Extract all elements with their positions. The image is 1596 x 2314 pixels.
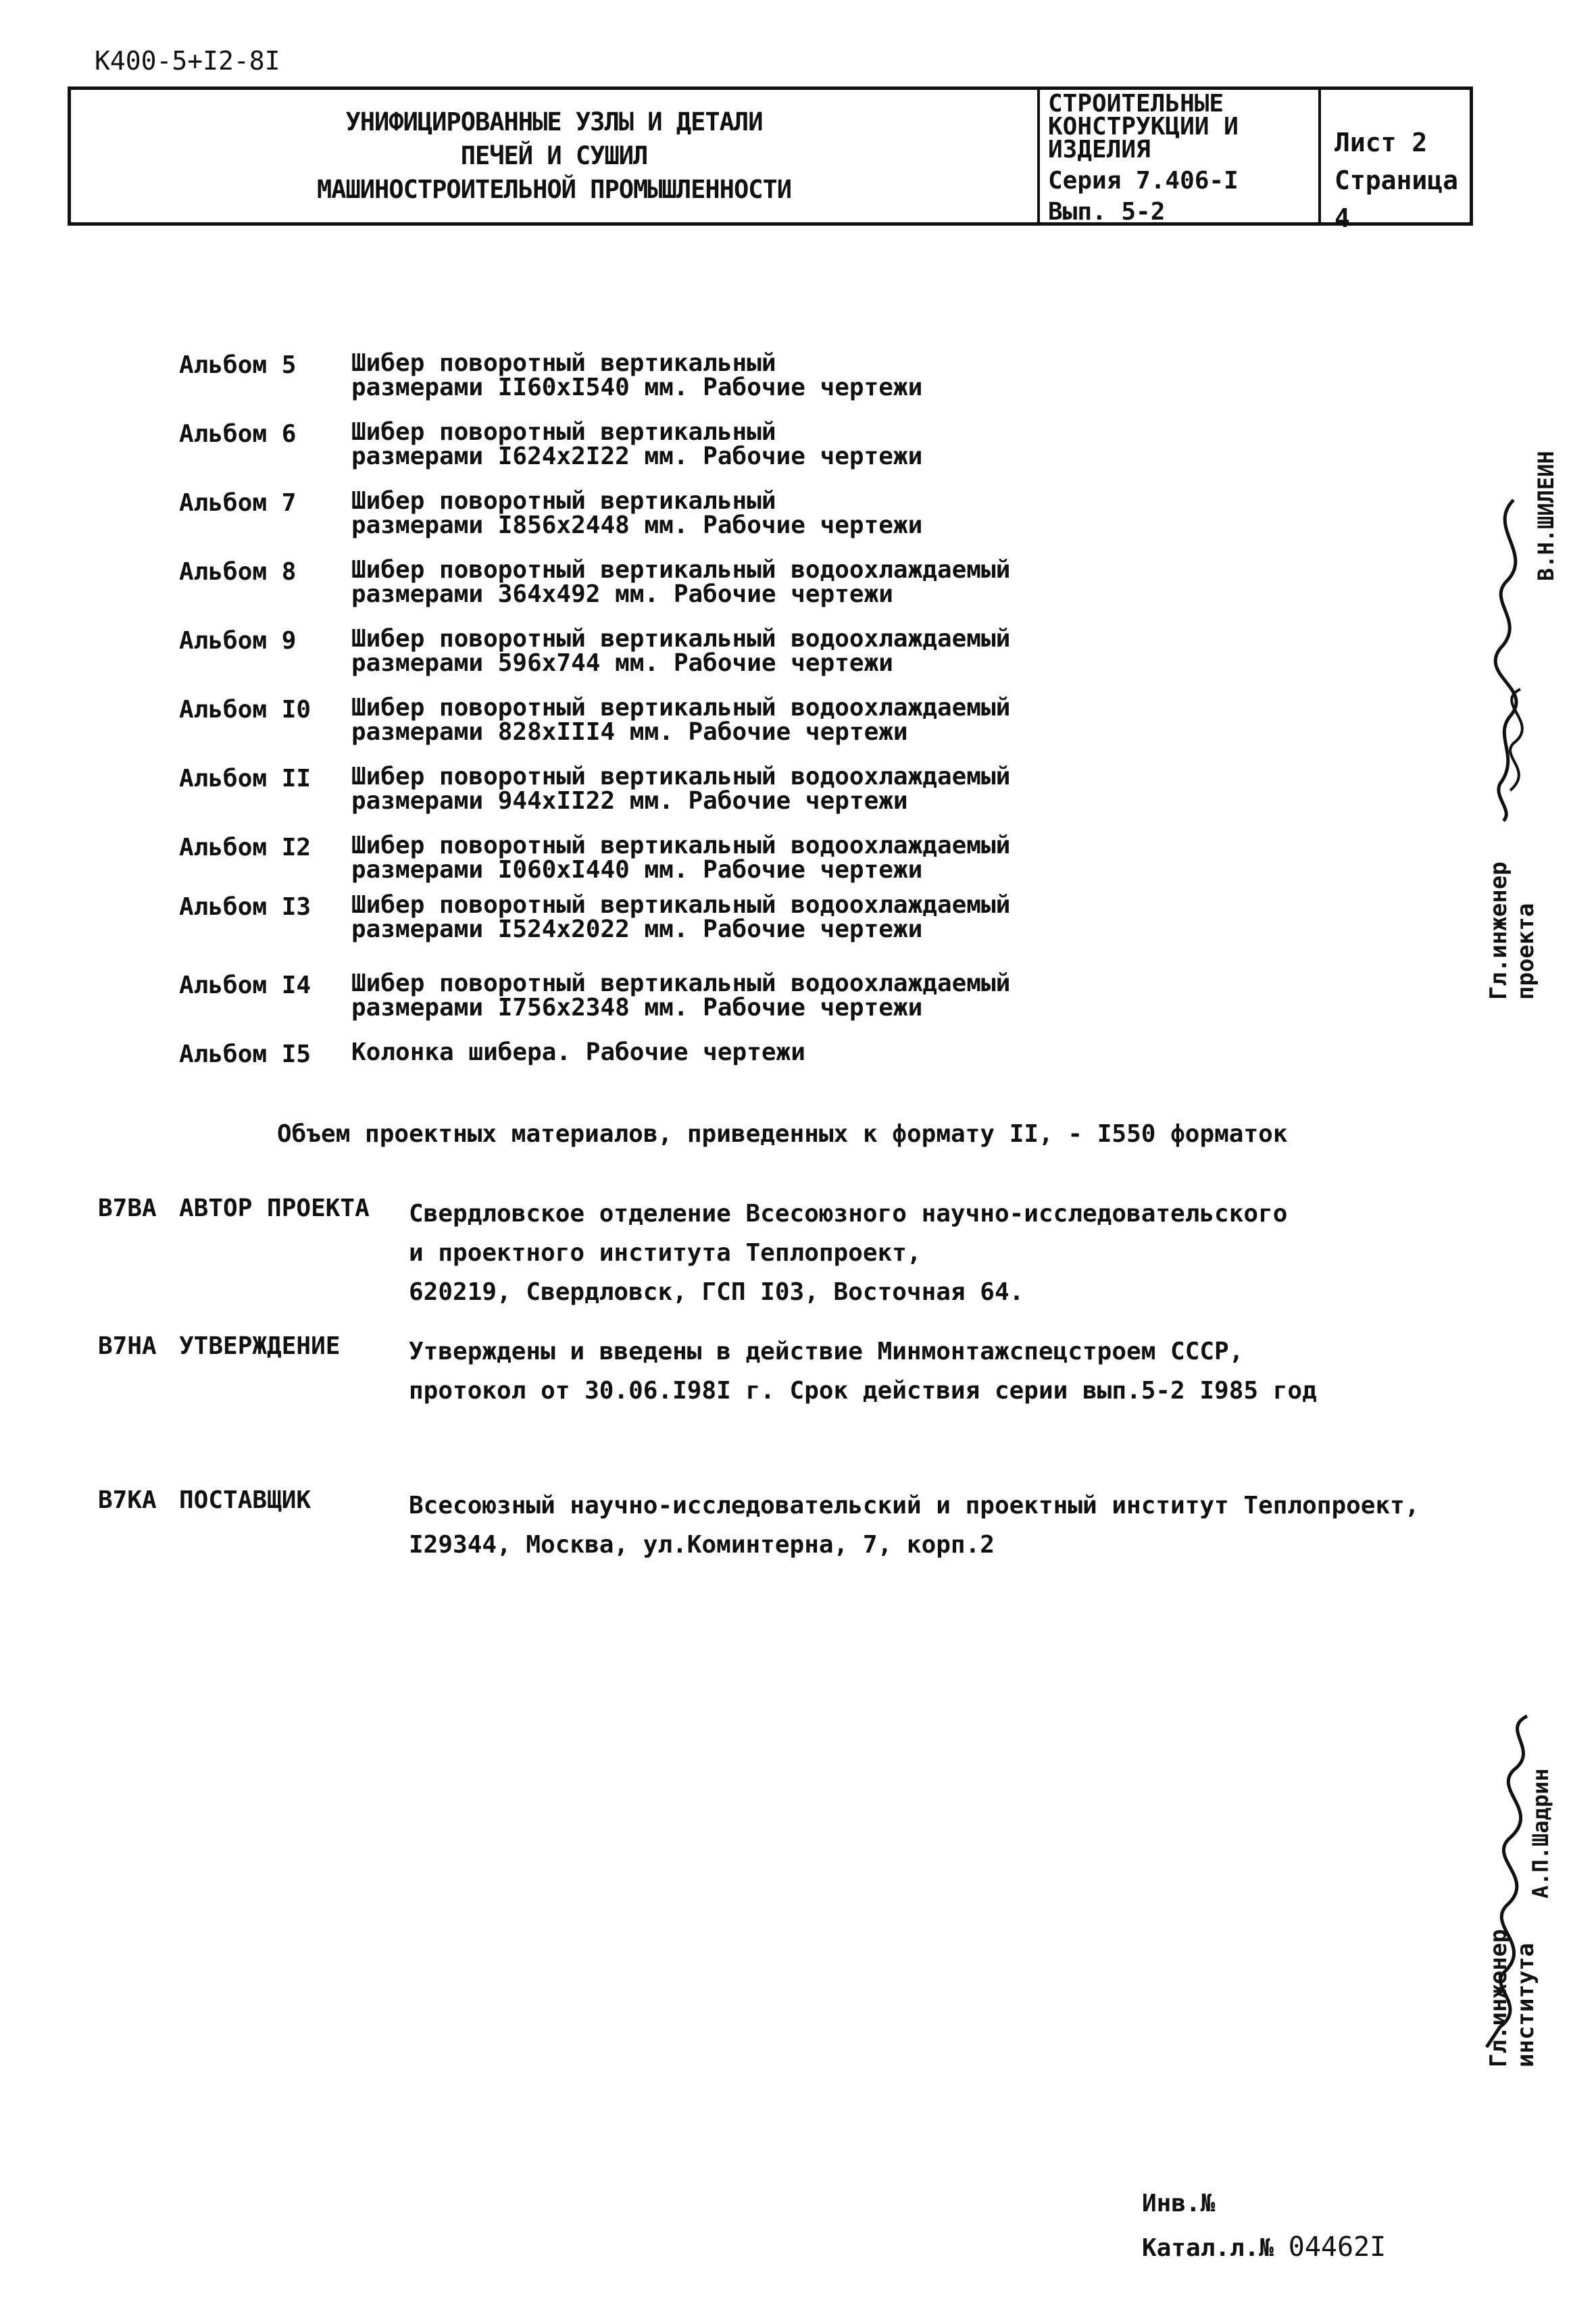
sheet-number: Лист 2 [1335, 128, 1428, 157]
author-line: и проектного института Теплопроект, [409, 1239, 922, 1267]
category-line-3: ИЗДЕЛИЯ [1048, 136, 1151, 164]
issue-number: Вып. 5-2 [1048, 198, 1166, 226]
album-line: размерами I624x2I22 мм. Рабочие чертежи [351, 443, 923, 470]
album-line: Шибер поворотный вертикальный водоохлаждаемый [351, 556, 1011, 584]
album-description [351, 489, 922, 538]
signature-project-engineer [1473, 486, 1554, 824]
album-label: Альбом 5 [179, 351, 297, 379]
album-line: размерами I060xI440 мм. Рабочие чертежи [351, 856, 923, 884]
album-description [351, 351, 922, 400]
signature-institute-engineer [1473, 1703, 1554, 2054]
side-name-project: В.Н.ШИЛЕИН [1533, 451, 1559, 581]
album-line: Шибер поворотный вертикальный водоохлаждаемый [351, 625, 1011, 653]
album-line: Шибер поворотный вертикальный водоохлаждаемый [351, 694, 1011, 722]
supplier-line: Всесоюзный научно-исследовательский и проектный институт Теплопроект, [409, 1492, 1420, 1519]
album-label: Альбом 9 [179, 627, 297, 655]
album-label: Альбом 6 [179, 420, 297, 448]
album-label: Альбом 7 [179, 489, 297, 517]
author-line: 620219, Свердловск, ГСП I03, Восточная 64. [409, 1278, 1024, 1306]
album-line: Шибер поворотный вертикальный [351, 418, 776, 446]
title-line-3: МАШИНОСТРОИТЕЛЬНОЙ ПРОМЫШЛЕННОСТИ [316, 175, 792, 204]
album-description [351, 627, 1010, 676]
title-block-series [1037, 90, 1321, 226]
album-label: Альбом I5 [179, 1040, 311, 1068]
author-line: Свердловское отделение Всесоюзного научно-исследовательского [409, 1200, 1288, 1228]
author-code: В7ВА [98, 1194, 157, 1222]
album-description [351, 834, 1010, 882]
album-line: размерами II60xI540 мм. Рабочие чертежи [351, 374, 923, 401]
side-role-project [1485, 861, 1539, 1000]
title-block [68, 86, 1473, 233]
author-text [409, 1194, 1287, 1312]
catalog-number: 04462I [1288, 2232, 1387, 2263]
album-label: Альбом I3 [179, 893, 311, 921]
album-line: Шибер поворотный вертикальный [351, 349, 776, 377]
inventory-label: Инв.№ [1142, 2190, 1216, 2217]
footer-inventory [1142, 2182, 1386, 2270]
album-label: Альбом I4 [179, 972, 311, 999]
album-line: размерами I856x2448 мм. Рабочие чертежи [351, 511, 923, 539]
supplier-text [409, 1486, 1420, 1565]
album-line: Колонка шибера. Рабочие чертежи [351, 1038, 805, 1066]
album-description [351, 765, 1010, 813]
supplier-line: I29344, Москва, ул.Коминтерна, 7, корп.2 [409, 1531, 995, 1559]
supplier-heading: ПОСТАВЩИК [179, 1486, 311, 1514]
side-name-institute: А.П.Шадрин [1528, 1768, 1553, 1898]
album-line: Шибер поворотный вертикальный водоохлаждаемый [351, 832, 1011, 859]
album-description [351, 1040, 805, 1065]
album-label: Альбом I0 [179, 696, 311, 724]
side-role-line: Гл.инженер [1485, 1929, 1512, 2067]
album-description [351, 558, 1010, 607]
catalog-label: Катал.л.№ [1142, 2234, 1274, 2262]
album-label: Альбом 8 [179, 558, 297, 586]
approval-line: протокол от 30.06.I98I г. Срок действия серии вып.5-2 I985 год [409, 1377, 1317, 1405]
album-line: размерами 944xII22 мм. Рабочие чертежи [351, 787, 908, 815]
title-line-1: УНИФИЦИРОВАННЫЕ УЗЛЫ И ДЕТАЛИ [345, 107, 763, 136]
title-line-2: ПЕЧЕЙ И СУШИЛ [460, 141, 648, 170]
side-role-line: проекта [1512, 903, 1539, 1000]
supplier-code: В7КА [98, 1486, 157, 1514]
album-line: размерами 828xIII4 мм. Рабочие чертежи [351, 718, 908, 746]
approval-heading: УТВЕРЖДЕНИЕ [179, 1332, 341, 1360]
album-description [351, 696, 1010, 745]
author-heading: АВТОР ПРОЕКТА [179, 1194, 370, 1222]
approval-code: В7НА [98, 1332, 157, 1360]
album-line: Шибер поворотный вертикальный водоохлаждаемый [351, 970, 1011, 997]
album-line: размерами 596x744 мм. Рабочие чертежи [351, 649, 893, 677]
volume-note: Объем проектных материалов, приведенных к формату II, - I550 форматок [277, 1120, 1288, 1148]
album-line: Шибер поворотный вертикальный водоохлаждаемый [351, 891, 1011, 919]
title-block-sheet [1335, 124, 1470, 237]
album-label: Альбом II [179, 765, 311, 793]
album-label: Альбом I2 [179, 834, 311, 861]
album-line: Шибер поворотный вертикальный [351, 487, 776, 515]
album-line: Шибер поворотный вертикальный водоохлаждаемый [351, 763, 1011, 790]
category-line-2: КОНСТРУКЦИИ И [1048, 113, 1239, 141]
album-description [351, 420, 922, 469]
series-number: Серия 7.406-I [1048, 167, 1239, 195]
document-code: К400-5+I2-8I [95, 46, 280, 76]
page-number: Страница 4 [1335, 166, 1459, 233]
side-role-line: Гл.инженер [1485, 861, 1512, 1000]
approval-text [409, 1332, 1317, 1411]
title-block-title [71, 90, 1037, 222]
category-line-1: СТРОИТЕЛЬНЫЕ [1048, 90, 1224, 118]
side-role-line: института [1512, 1942, 1539, 2067]
catalog-line [1142, 2225, 1386, 2270]
album-description [351, 972, 1010, 1020]
album-line: размерами 364x492 мм. Рабочие чертежи [351, 580, 893, 608]
album-line: размерами I756x2348 мм. Рабочие чертежи [351, 994, 923, 1022]
approval-line: Утверждены и введены в действие Минмонтажспецстроем СССР, [409, 1338, 1244, 1365]
album-line: размерами I524x2022 мм. Рабочие чертежи [351, 915, 923, 943]
album-description [351, 893, 1010, 942]
